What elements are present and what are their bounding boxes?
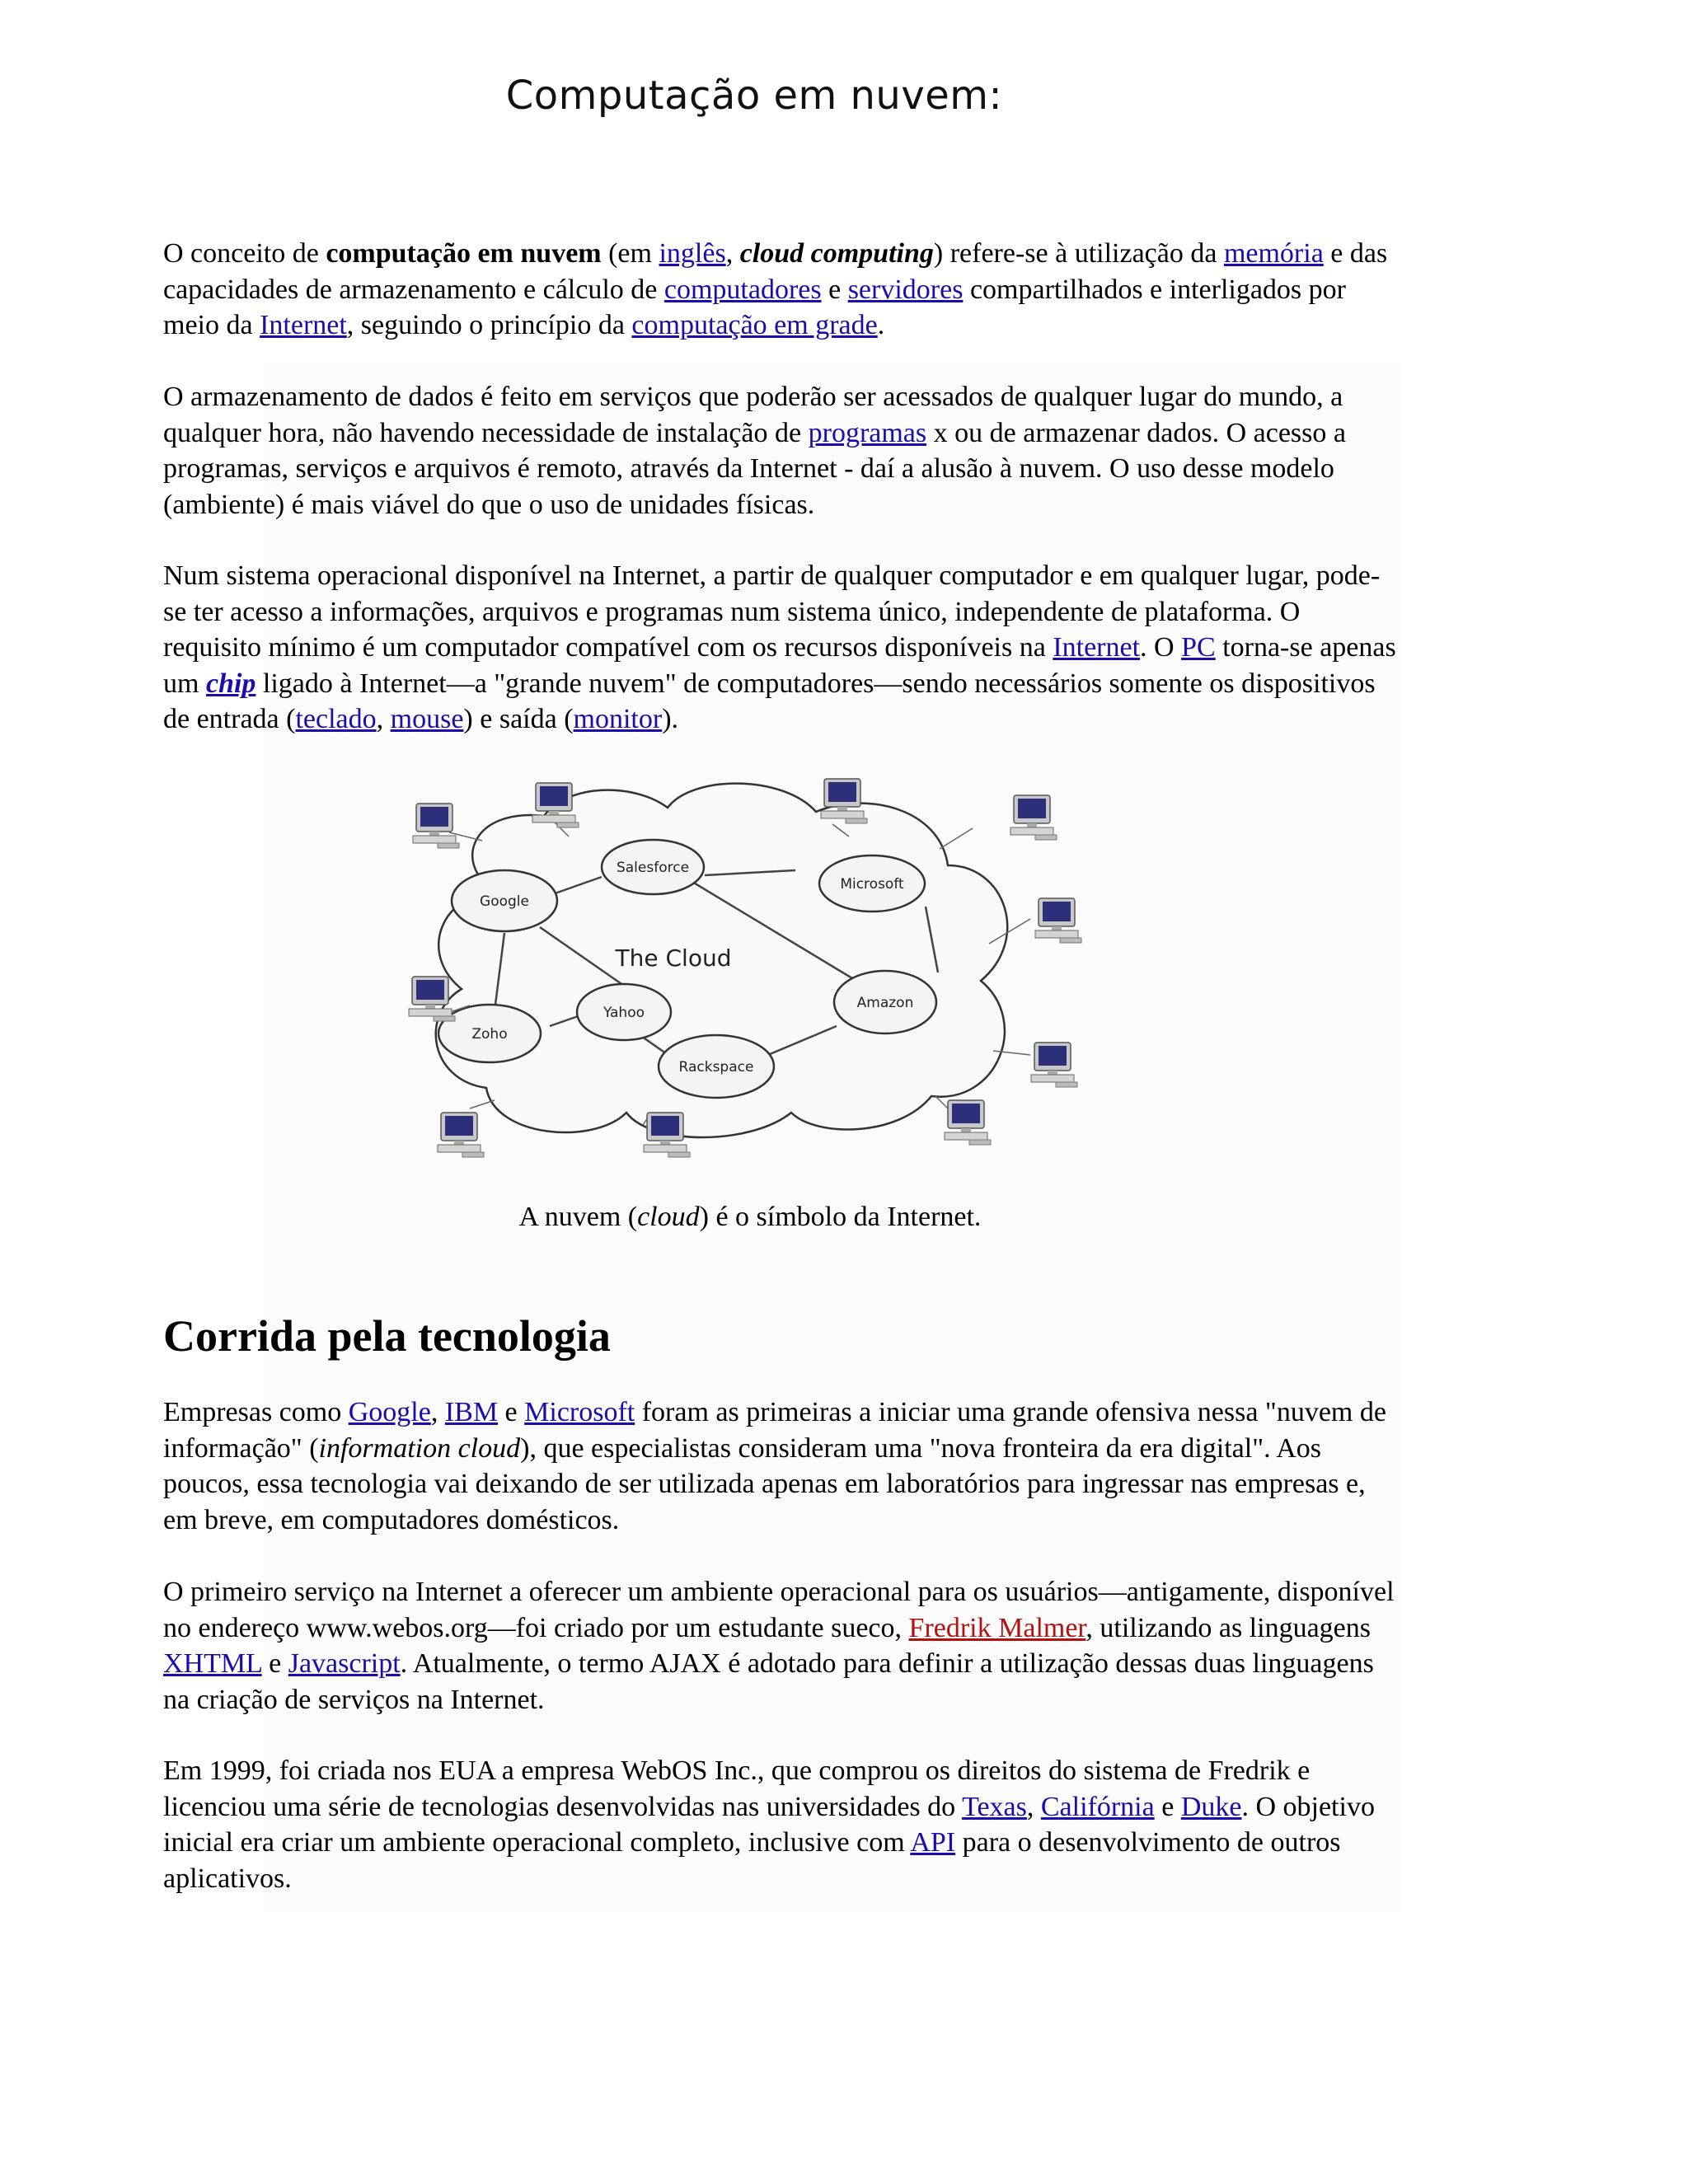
link-ingles[interactable]: inglês xyxy=(659,238,726,269)
node-label-zoho: Zoho xyxy=(471,1026,508,1043)
text: torna-se apenas um xyxy=(163,632,1396,699)
text: . xyxy=(877,310,885,340)
link-computadores[interactable]: computadores xyxy=(663,274,822,305)
text: e xyxy=(261,1648,288,1679)
page-title: Computação em nuvem: xyxy=(505,73,1003,119)
link-teclado[interactable]: teclado xyxy=(295,704,377,734)
bold-term: computação em nuvem xyxy=(326,238,602,269)
text: , xyxy=(1026,1791,1041,1822)
text: , utilizando as linguagens xyxy=(1085,1612,1371,1643)
text: Em 1999, foi criada nos EUA a empresa WebOS Inc., que comprou os direitos do sistema de Fredrik e licenciou uma série de tecnologias desenvolvidas nas universidades do xyxy=(163,1755,1311,1822)
computer-icon xyxy=(413,804,459,848)
text: e das capacidades de armazenamento e cálculo de xyxy=(163,238,1388,305)
italic-term: information cloud xyxy=(318,1432,521,1464)
paragraph-primeiro-servico xyxy=(163,1574,1400,1718)
node-label-salesforce: Salesforce xyxy=(616,860,690,876)
link-google[interactable]: Google xyxy=(348,1397,431,1427)
link-texas[interactable]: Texas xyxy=(962,1791,1027,1822)
node-label-rackspace: Rackspace xyxy=(678,1059,754,1076)
bold-italic-term: cloud computing xyxy=(739,238,934,269)
paragraph-empresas xyxy=(163,1394,1400,1538)
computer-icon xyxy=(532,783,579,827)
text: e xyxy=(1154,1791,1181,1822)
paragraph-sistema-operacional xyxy=(163,558,1400,738)
text: ligado à Internet—a "grande nuvem" de computadores—sendo necessários somente os dispositivos de entrada ( xyxy=(163,668,1376,734)
paragraph-intro xyxy=(163,236,1400,344)
text: e xyxy=(821,274,848,305)
text: (em xyxy=(601,238,659,269)
link-monitor[interactable]: monitor xyxy=(573,704,663,734)
link-programas[interactable]: programas xyxy=(808,417,927,448)
paragraph-armazenamento xyxy=(163,379,1400,523)
text: ) e saída ( xyxy=(463,704,574,734)
link-chip-text: chip xyxy=(205,668,256,699)
link-duke[interactable]: Duke xyxy=(1180,1791,1242,1822)
computer-icon xyxy=(1010,795,1057,840)
text: O conceito de xyxy=(163,238,326,269)
text: A nuvem ( xyxy=(518,1202,638,1232)
link-servidores[interactable]: servidores xyxy=(847,274,964,305)
link-memoria[interactable]: memória xyxy=(1223,238,1324,269)
paragraph-webos xyxy=(163,1753,1400,1896)
computer-icon xyxy=(821,779,867,823)
text: , xyxy=(376,704,391,734)
text: . O xyxy=(1140,632,1182,663)
link-api[interactable]: API xyxy=(910,1827,956,1858)
computer-icon xyxy=(644,1113,690,1157)
link-microsoft[interactable]: Microsoft xyxy=(524,1397,635,1427)
link-ibm[interactable]: IBM xyxy=(444,1397,499,1427)
link-fredrik-malmer[interactable]: Fredrik Malmer xyxy=(908,1612,1086,1643)
text: ). xyxy=(662,704,679,734)
figure-caption xyxy=(0,1202,1500,1233)
text: , xyxy=(430,1397,445,1427)
node-label-yahoo: Yahoo xyxy=(603,1005,645,1021)
text: Empresas como xyxy=(163,1397,349,1427)
link-california[interactable]: Califórnia xyxy=(1040,1791,1155,1822)
node-label-microsoft: Microsoft xyxy=(840,876,904,893)
computer-icon xyxy=(1031,1043,1077,1087)
section-heading: Corrida pela tecnologia xyxy=(163,1311,611,1361)
node-label-google: Google xyxy=(480,893,529,910)
text: para o desenvolvimento de outros aplicativos. xyxy=(163,1827,1341,1894)
link-internet[interactable]: Internet xyxy=(260,310,347,340)
link-computacao-em-grade[interactable]: computação em grade xyxy=(631,310,878,340)
computer-icon xyxy=(438,1113,484,1157)
text: foram as primeiras a iniciar uma grande ofensiva nessa "nuvem de informação" ( xyxy=(163,1397,1386,1464)
text: compartilhados e interligados por meio da xyxy=(163,274,1346,340)
text: O armazenamento de dados é feito em serviços que poderão ser acessados de qualquer lugar do mundo, a qualquer hora, não havendo necessidade de instalação de xyxy=(163,382,1343,448)
cloud-center-label: The Cloud xyxy=(615,944,732,972)
italic-term: cloud xyxy=(637,1202,700,1232)
link-xhtml[interactable]: XHTML xyxy=(163,1648,262,1679)
link-chip[interactable] xyxy=(206,668,256,699)
cloud-diagram-figure xyxy=(404,775,1104,1170)
text: ) é o símbolo da Internet. xyxy=(699,1202,982,1232)
cloud-diagram xyxy=(404,775,1104,1170)
text: ), que especialistas consideram uma "nova fronteira da era digital". Aos poucos, essa tecnologia vai deixando de ser utilizada apenas em laboratórios para ingressar nas empresas e, em breve, em computadores domésticos. xyxy=(163,1432,1366,1535)
text: ) refere-se à utilização da xyxy=(933,238,1224,269)
computer-icon xyxy=(409,977,455,1021)
link-mouse[interactable]: mouse xyxy=(390,704,464,734)
node-label-amazon: Amazon xyxy=(856,995,914,1011)
text: . Atualmente, o termo AJAX é adotado para definir a utilização dessas duas linguagens na criação de serviços na Internet. xyxy=(163,1648,1374,1715)
text: , seguindo o princípio da xyxy=(346,310,632,340)
text: e xyxy=(498,1397,525,1427)
computer-icon xyxy=(945,1100,991,1145)
link-javascript[interactable]: Javascript xyxy=(288,1648,401,1679)
text: , xyxy=(725,238,740,269)
link-pc[interactable]: PC xyxy=(1181,632,1216,663)
computer-icon xyxy=(1035,898,1081,943)
text: . O objetivo inicial era criar um ambiente operacional completo, inclusive com xyxy=(163,1791,1375,1858)
text: Num sistema operacional disponível na Internet, a partir de qualquer computador e em qualquer lugar, pode-se ter acesso a informações, arquivos e programas num sistema único, independente de plataforma. O requisito mínimo é um computador compatível com os recursos disponíveis na xyxy=(163,560,1381,663)
text: O primeiro serviço na Internet a oferecer um ambiente operacional para os usuários—antigamente, disponível no endereço www.webos.org—foi criado por um estudante sueco, xyxy=(163,1577,1395,1643)
link-internet-2[interactable]: Internet xyxy=(1053,632,1141,663)
text: x ou de armazenar dados. O acesso a programas, serviços e arquivos é remoto, através da Internet - daí a alusão à nuvem. O uso desse modelo (ambiente) é mais viável do que o uso de unidades físicas. xyxy=(163,417,1346,520)
